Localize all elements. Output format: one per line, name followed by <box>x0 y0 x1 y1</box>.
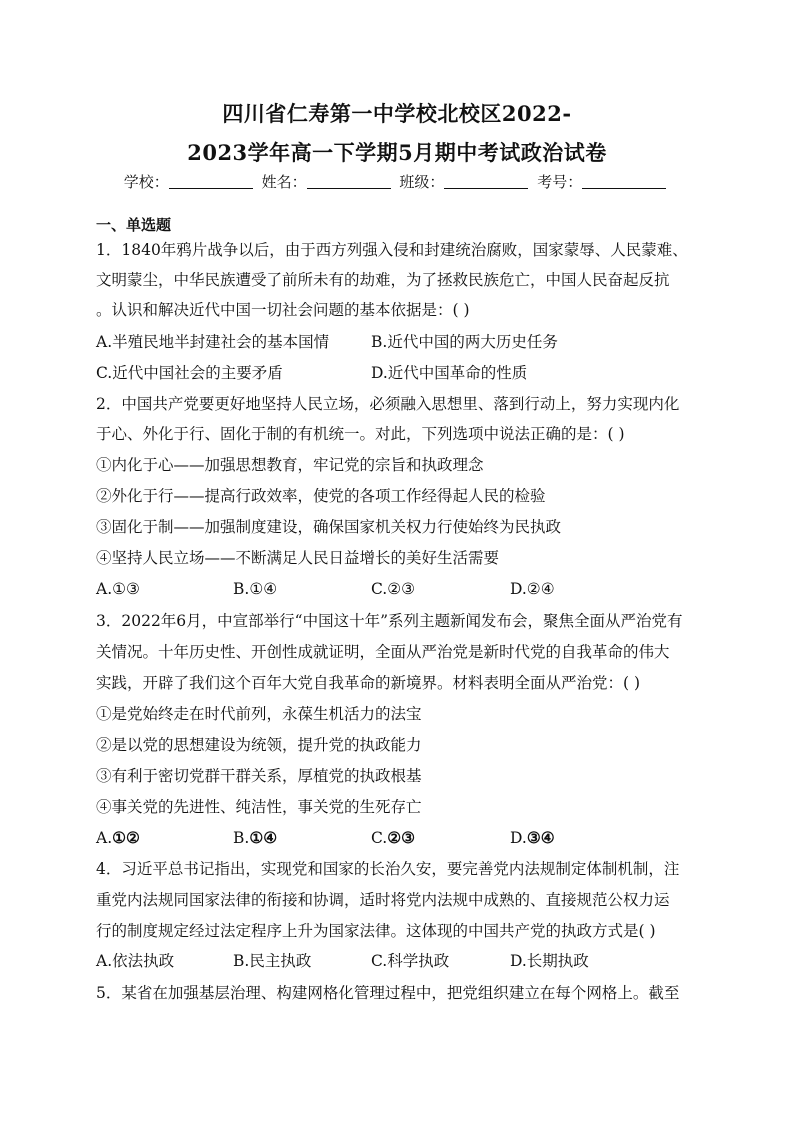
question-2-line-6: ④坚持人民立场——不断满足人民日益增长的美好生活需要 <box>96 549 500 567</box>
question-3-line-2: 关情况。十年历史性、开创性成就证明，全面从严治党是新时代党的自我革命的伟大 <box>96 643 670 661</box>
question-3-option-d[interactable] <box>510 828 555 848</box>
option-choice: ③④ <box>526 828 555 847</box>
option-letter: C. <box>371 829 388 847</box>
option-choice: ①④ <box>249 828 278 847</box>
class-label: 班级： <box>399 173 445 191</box>
question-3-line-3: 实践，开辟了我们这个百年大党自我革命的新境界。材料表明全面从严治党：( ) <box>96 674 641 692</box>
question-4-option-d[interactable]: D.长期执政 <box>510 952 589 970</box>
option-letter: B. <box>233 829 250 847</box>
question-1-line-1: 1．1840年鸦片战争以后，由于西方列强入侵和封建统治腐败，国家蒙辱、人民蒙难、 <box>96 241 688 259</box>
question-5-line-1: 5．某省在加强基层治理、构建网格化管理过程中，把党组织建立在每个网格上。截至 <box>96 984 680 1002</box>
question-3-line-1: 3．2022年6月，中宣部举行“中国这十年”系列主题新闻发布会，聚焦全面从严治党有 <box>96 612 683 630</box>
question-3-option-a[interactable] <box>96 828 140 848</box>
section-title: 一、单选题 <box>96 216 172 234</box>
question-2-option-d[interactable]: D.②④ <box>510 580 555 598</box>
option-letter: A. <box>96 829 113 847</box>
question-3-option-b[interactable] <box>233 828 277 848</box>
question-1-line-3: 。认识和解决近代中国一切社会问题的基本依据是：( ) <box>96 301 470 319</box>
question-3-line-6: ③有利于密切党群干群关系，厚植党的执政根基 <box>96 767 422 785</box>
title-line-1: 四川省仁寿第一中学校北校区2022- <box>222 101 572 126</box>
number-label: 考号： <box>537 173 583 191</box>
option-choice: ②③ <box>387 828 416 847</box>
option-letter: D. <box>510 829 527 847</box>
title-line-2: 2023学年高一下学期5月期中考试政治试卷 <box>187 140 607 165</box>
question-2-line-2: 于心、外化于行、固化于制的有机统一。对此，下列选项中说法正确的是：( ) <box>96 425 625 443</box>
question-4-line-3: 行的制度规定经过法定程序上升为国家法律。这体现的中国共产党的执政方式是( ) <box>96 922 656 940</box>
question-1-option-a[interactable]: A.半殖民地半封建社会的基本国情 <box>96 333 330 351</box>
number-blank[interactable] <box>582 174 666 189</box>
question-1-option-b[interactable]: B.近代中国的两大历史任务 <box>371 333 558 351</box>
question-3-line-4: ①是党始终走在时代前列，永葆生机活力的法宝 <box>96 705 422 723</box>
question-1-option-d[interactable]: D.近代中国革命的性质 <box>371 364 528 382</box>
class-blank[interactable] <box>444 174 528 189</box>
name-label: 姓名： <box>261 173 307 191</box>
question-4-line-1: 4．习近平总书记指出，实现党和国家的长治久安，要完善党内法规制定体制机制，注 <box>96 860 680 878</box>
question-3-line-7: ④事关党的先进性、纯洁性，事关党的生死存亡 <box>96 798 422 816</box>
question-2-line-4: ②外化于行——提高行政效率，使党的各项工作经得起人民的检验 <box>96 487 546 505</box>
option-choice: ①② <box>112 828 140 847</box>
question-4-line-2: 重党内法规同国家法律的衔接和协调，适时将党内法规中成熟的、直接规范公权力运 <box>96 891 670 909</box>
question-2-option-b[interactable]: B.①④ <box>233 580 278 598</box>
name-blank[interactable] <box>307 174 391 189</box>
question-2-line-1: 2．中国共产党要更好地坚持人民立场，必须融入思想里、落到行动上，努力实现内化 <box>96 395 680 413</box>
question-2-line-5: ③固化于制——加强制度建设，确保国家机关权力行使始终为民执政 <box>96 518 562 536</box>
question-4-option-a[interactable]: A.依法执政 <box>96 952 175 970</box>
question-2-option-c[interactable]: C.②③ <box>371 580 416 598</box>
question-1-line-2: 文明蒙尘，中华民族遭受了前所未有的劫难，为了拯救民族危亡，中国人民奋起反抗 <box>96 271 670 289</box>
question-2-line-3: ①内化于心——加强思想教育，牢记党的宗旨和执政理念 <box>96 456 484 474</box>
school-label: 学校： <box>123 173 169 191</box>
question-3-line-5: ②是以党的思想建设为统领，提升党的执政能力 <box>96 736 422 754</box>
question-4-option-b[interactable]: B.民主执政 <box>233 952 312 970</box>
student-info-line <box>0 171 794 192</box>
school-blank[interactable] <box>169 174 253 189</box>
question-2-option-a[interactable]: A.①③ <box>96 580 140 598</box>
question-3-option-c[interactable] <box>371 828 415 848</box>
question-4-option-c[interactable]: C.科学执政 <box>371 952 450 970</box>
question-1-option-c[interactable]: C.近代中国社会的主要矛盾 <box>96 364 283 382</box>
